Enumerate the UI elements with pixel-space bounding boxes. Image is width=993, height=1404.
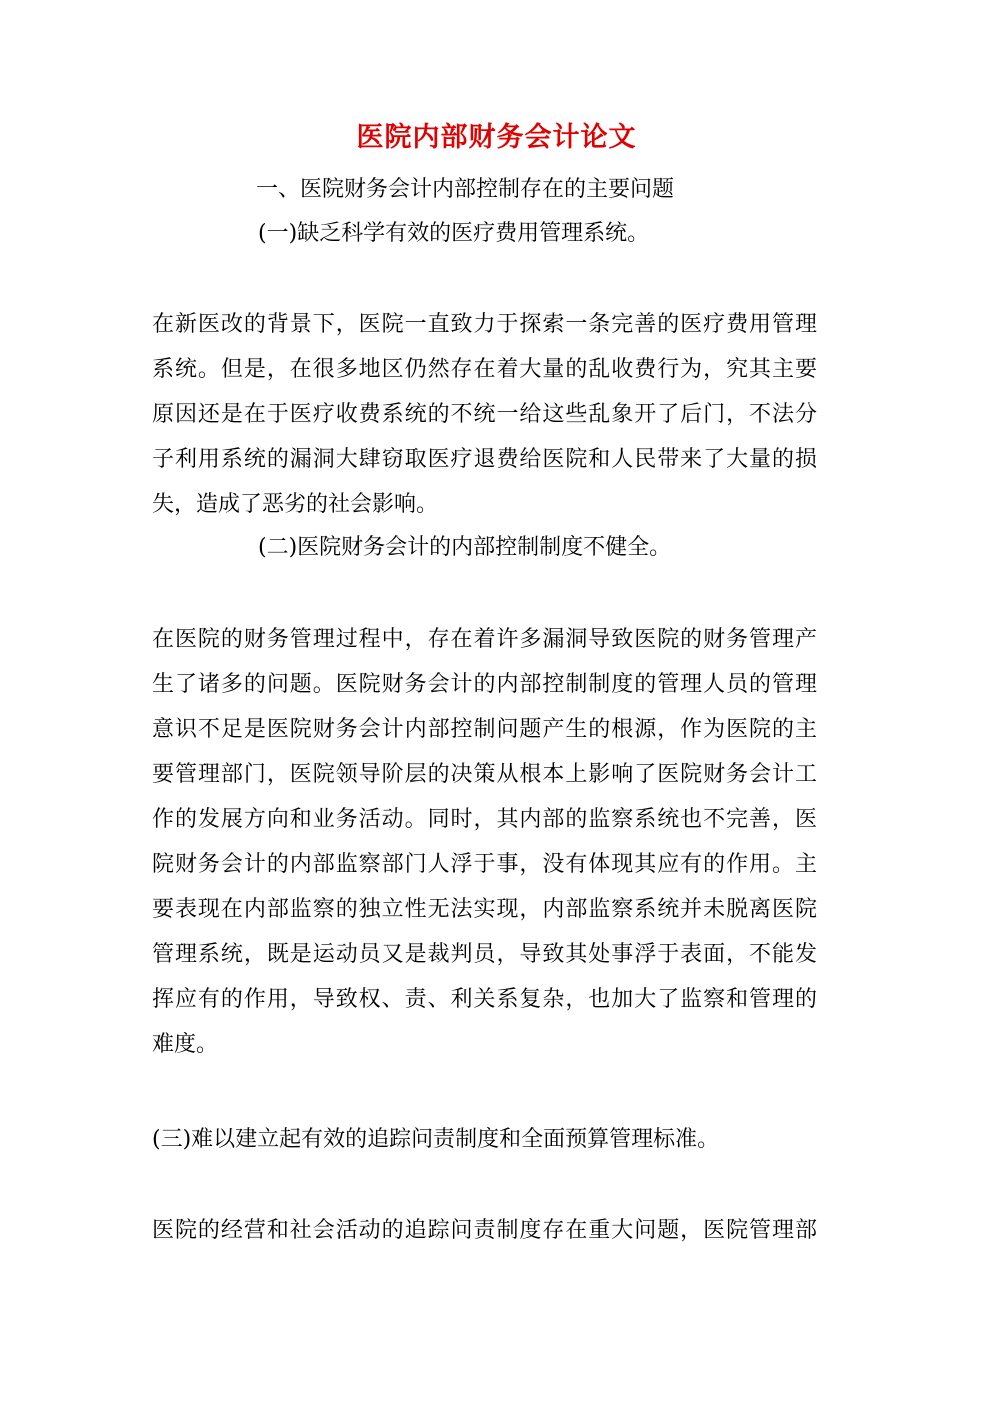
paragraph-line: 作的发展方向和业务活动。同时，其内部的监察系统也不完善，医 [152, 807, 817, 832]
paragraph-line: 要表现在内部监察的独立性无法实现，内部监察系统并未脱离医院 [152, 897, 817, 922]
paragraph-line: 医院的经营和社会活动的追踪问责制度存在重大问题，医院管理部 [152, 1218, 817, 1243]
paragraph-line: 生了诸多的问题。医院财务会计的内部控制制度的管理人员的管理 [152, 672, 817, 697]
paragraph-line: 院财务会计的内部监察部门人浮于事，没有体现其应有的作用。主 [152, 852, 817, 877]
paragraph-line: 意识不足是医院财务会计内部控制问题产生的根源，作为医院的主 [152, 717, 817, 742]
subheading-2: (二)医院财务会计的内部控制制度不健全。 [258, 535, 672, 560]
paragraph-line: 原因还是在于医疗收费系统的不统一给这些乱象开了后门，不法分 [152, 402, 817, 427]
paragraph-line: 在新医改的背景下，医院一直致力于探索一条完善的医疗费用管理 [152, 312, 817, 337]
paragraph-line: 难度。 [152, 1032, 219, 1057]
subheading-1: (一)缺乏科学有效的医疗费用管理系统。 [258, 221, 650, 246]
paragraph-3 [152, 1208, 817, 1253]
paragraph-line: 要管理部门，医院领导阶层的决策从根本上影响了医院财务会计工 [152, 762, 817, 787]
paragraph-line: 子利用系统的漏洞大肆窃取医疗退费给医院和人民带来了大量的损 [152, 447, 817, 472]
document-title: 医院内部财务会计论文 [356, 122, 637, 153]
paragraph-line: 挥应有的作用，导致权、责、利关系复杂，也加大了监察和管理的 [152, 987, 817, 1012]
paragraph-line: 失，造成了恶劣的社会影响。 [152, 492, 439, 517]
paragraph-1 [152, 302, 817, 527]
subheading-3: (三)难以建立起有效的追踪问责制度和全面预算管理标准。 [152, 1127, 720, 1152]
paragraph-line: 管理系统，既是运动员又是裁判员，导致其处事浮于表面，不能发 [152, 942, 817, 967]
paragraph-line: 系统。但是，在很多地区仍然存在着大量的乱收费行为，究其主要 [152, 357, 817, 382]
section-heading: 一、医院财务会计内部控制存在的主要问题 [256, 177, 675, 202]
paragraph-line: 在医院的财务管理过程中，存在着许多漏洞导致医院的财务管理产 [152, 627, 817, 652]
paragraph-2 [152, 617, 817, 1067]
